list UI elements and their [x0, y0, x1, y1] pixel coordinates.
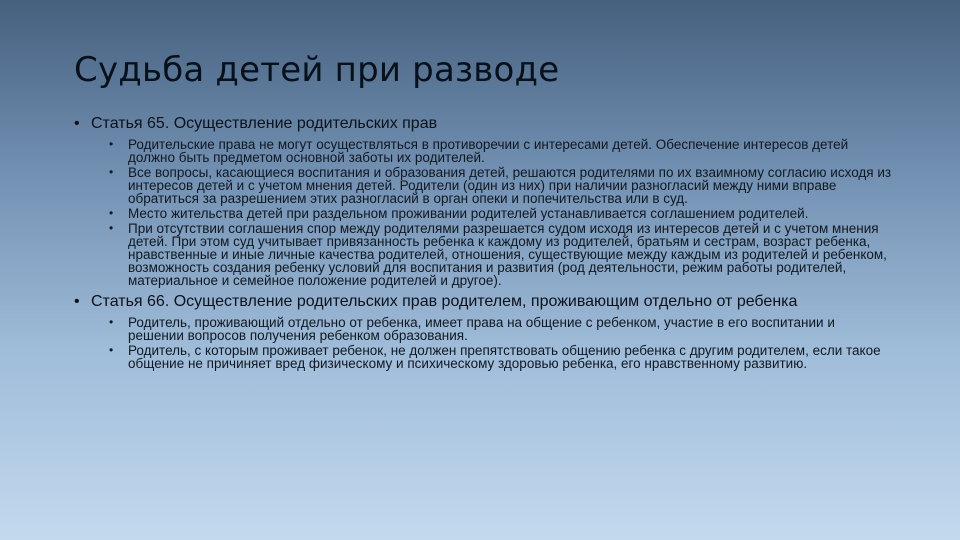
bullet-dot-icon: •	[109, 206, 114, 220]
sub-bullet-text: При отсутствии соглашения спор между родителями разрешается судом исходя из интересов детей и с учетом мнения детей. При этом суд учитывает привязанность ребенка к каждому из родителей, братьям и сестрам, возраст ребенка, нравственные и иные личные качества родителей, отношения, существующие между каждым из родителей и ребенком, возможность создания ребенку условий для воспитания и развития (род деятельности, режим работы родителей, материальное и семейное положение родителей и другое).	[128, 221, 887, 288]
slide-content	[74, 115, 894, 372]
sub-bullet-list	[74, 316, 894, 370]
sub-bullet	[74, 222, 894, 287]
bullet-article-66	[74, 293, 894, 310]
bullet-text: Статья 65. Осуществление родительских прав	[91, 115, 438, 132]
sub-bullet	[74, 207, 894, 220]
bullet-text: Статья 66. Осуществление родительских прав родителем, проживающим отдельно от ребенка	[91, 293, 798, 310]
sub-bullet	[74, 316, 894, 342]
sub-bullet-text: Все вопросы, касающиеся воспитания и образования детей, решаются родителями по их взаимному согласию исходя из интересов детей и с учетом мнения детей. Родители (один из них) при наличии разногласий между ними вправе обратиться за разрешением этих разногласий в орган опеки и попечительства или в суд.	[128, 165, 892, 206]
sub-bullet	[74, 344, 894, 370]
sub-bullet-text: Родитель, проживающий отдельно от ребенка, имеет права на общение с ребенком, участие в его воспитании и решении вопросов получения ребенком образования.	[128, 315, 835, 343]
bullet-dot-icon: •	[109, 343, 114, 357]
sub-bullet	[74, 138, 894, 164]
bullet-dot-icon: •	[74, 293, 80, 310]
bullet-dot-icon: •	[74, 115, 80, 132]
sub-bullet-list	[74, 138, 894, 287]
bullet-article-65	[74, 115, 894, 132]
slide-title: Судьба детей при разводе	[74, 50, 560, 90]
sub-bullet-text: Родитель, с которым проживает ребенок, не должен препятствовать общению ребенка с другим родителем, если такое общение не причиняет вред физическому и психическому здоровью ребенка, его нравственному развитию.	[128, 343, 881, 371]
sub-bullet	[74, 166, 894, 205]
sub-bullet-text: Родительские права не могут осуществляться в противоречии с интересами детей. Обеспечение интересов детей должно быть предметом основной заботы их родителей.	[128, 137, 849, 165]
bullet-dot-icon: •	[109, 315, 114, 329]
sub-bullet-text: Место жительства детей при раздельном проживании родителей устанавливается соглашением родителей.	[128, 206, 809, 221]
bullet-dot-icon: •	[109, 221, 114, 235]
bullet-dot-icon: •	[109, 165, 114, 179]
bullet-dot-icon: •	[109, 137, 114, 151]
